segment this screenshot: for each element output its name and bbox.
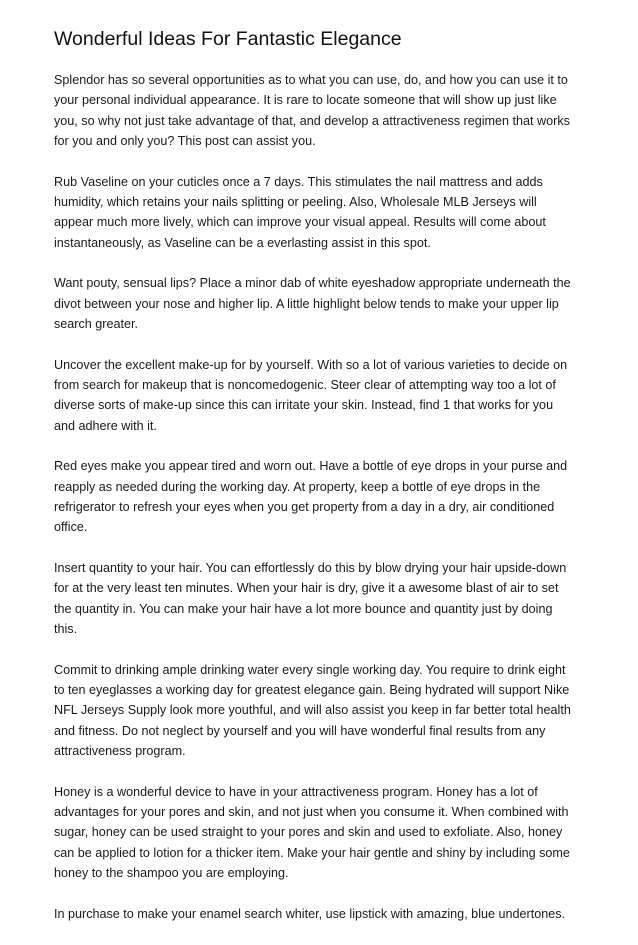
paragraph-line: and fitness. Do not neglect by yourself and you will have wonderful final results from any: [54, 723, 546, 738]
paragraph-line: Splendor has so several opportunities as to what you can use, do, and how you can use it to: [54, 73, 568, 87]
body-paragraph: [54, 660, 594, 761]
body-paragraph: [54, 273, 594, 334]
paragraph-line: divot between your nose and higher lip. A little highlight below tends to make your upper lip: [54, 296, 559, 311]
paragraph-line: In purchase to make your enamel search whiter, use lipstick with amazing, blue undertones.: [54, 906, 566, 921]
paragraph-line: office.: [54, 520, 88, 535]
paragraph-line: to ten eyeglasses a working day for greatest elegance gain. Being hydrated will support Nike: [54, 683, 570, 698]
body-paragraph: [54, 172, 594, 253]
document-page: [54, 26, 594, 945]
paragraph-line: NFL Jerseys Supply look more youthful, and will also assist you keep in far better total health: [54, 703, 571, 718]
paragraph-line: your personal individual appearance. It is rare to locate someone that will show up just like: [54, 93, 557, 108]
paragraph-line: you, so why not just take advantage of that, and develop a attractiveness regimen that works: [54, 113, 570, 128]
paragraph-line: and adhere with it.: [54, 418, 157, 433]
paragraph-line: the quantity in. You can make your hair have a lot more bounce and quantity just by doing: [54, 601, 553, 616]
paragraph-line: can be applied to lotion for a thicker item. Make your hair gentle and shiny by including some: [54, 845, 570, 860]
paragraph-line: honey to the shampoo you are employing.: [54, 866, 289, 880]
body-paragraph: [54, 558, 594, 639]
document-title: Wonderful Ideas For Fantastic Elegance: [54, 28, 402, 50]
paragraph-line: this.: [54, 622, 78, 637]
paragraph-line: humidity, which retains your nails splitting or peeling. Also, Wholesale MLB Jerseys will: [54, 194, 537, 209]
paragraph-line: search greater.: [54, 316, 139, 331]
paragraph-line: Commit to drinking ample drinking water every single working day. You require to drink eight: [54, 662, 566, 677]
paragraph-line: Insert quantity to your hair. You can effortlessly do this by blow drying your hair upside-down: [54, 561, 567, 576]
paragraph-line: advantages for your pores and skin, and not just when you consume it. When combined with: [54, 805, 569, 820]
paragraph-line: reapply as needed during the working day. At property, keep a bottle of eye drops in the: [54, 479, 541, 494]
body-paragraph: [54, 456, 594, 537]
paragraph-line: Rub Vaseline on your cuticles once a 7 days. This stimulates the nail mattress and adds: [54, 174, 543, 189]
paragraph-line: for you and only you? This post can assist you.: [54, 133, 316, 148]
paragraph-line: appear much more lively, which can improve your visual appeal. Results will come about: [54, 215, 546, 230]
body-paragraph: [54, 782, 594, 883]
paragraph-line: Want pouty, sensual lips? Place a minor dab of white eyeshadow appropriate underneath the: [54, 276, 571, 291]
paragraph-line: for at the very least ten minutes. When your hair is dry, give it a awesome blast of air to set: [54, 581, 559, 596]
paragraph-line: diverse sorts of make-up since this can irritate your skin. Instead, find 1 that works for you: [54, 398, 554, 413]
paragraph-line: Honey is a wonderful device to have in your attractiveness program. Honey has a lot of: [54, 784, 538, 799]
paragraph-line: Uncover the excellent make-up for by yourself. With so a lot of various varieties to decide on: [54, 357, 568, 372]
paragraph-line: instantaneously, as Vaseline can be a everlasting assist in this spot.: [54, 235, 431, 250]
paragraph-line: sugar, honey can be used straight to your pores and skin and used to exfoliate. Also, honey: [54, 825, 563, 840]
paragraph-line: from search for makeup that is noncomedogenic. Steer clear of attempting way too a lot of: [54, 378, 556, 393]
document-body: [54, 70, 594, 924]
body-paragraph: [54, 355, 594, 436]
paragraph-line: attractiveness program.: [54, 744, 186, 759]
body-paragraph: [54, 904, 594, 924]
body-paragraph: [54, 70, 594, 151]
paragraph-line: refrigerator to refresh your eyes when you get property from a day in a dry, air conditioned: [54, 500, 555, 515]
paragraph-line: Red eyes make you appear tired and worn out. Have a bottle of eye drops in your purse and: [54, 459, 568, 474]
